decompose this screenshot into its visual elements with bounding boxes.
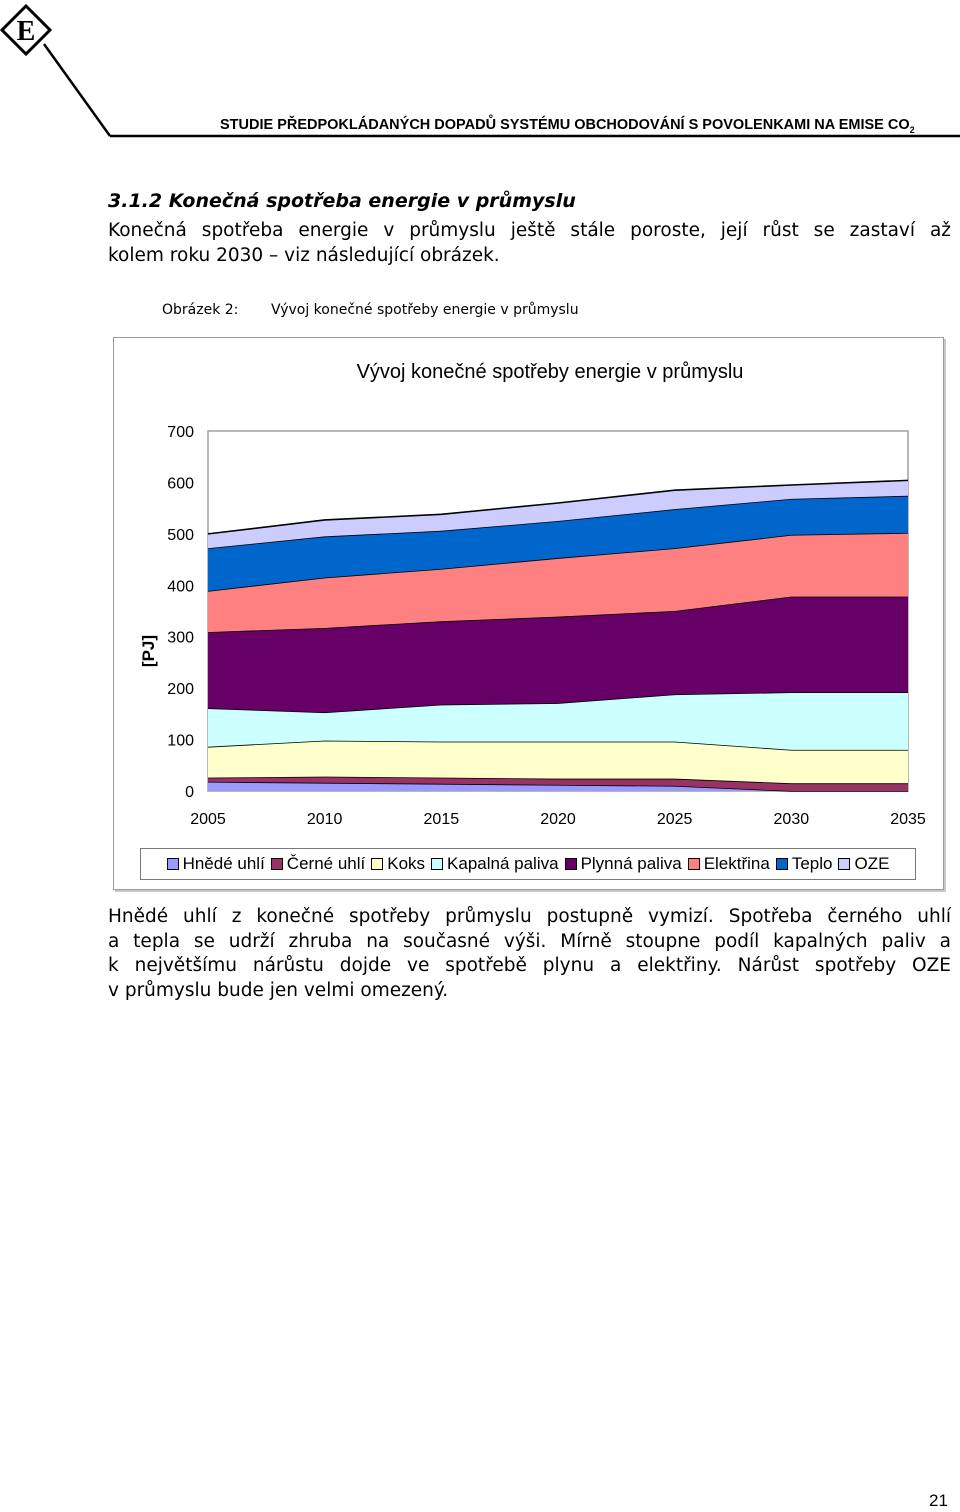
legend-item: [371, 854, 425, 874]
running-title: STUDIE PŘEDPOKLÁDANÝCH DOPADŮ SYSTÉMU OBCHODOVÁNÍ S POVOLENKAMI NA EMISE CO: [220, 117, 910, 133]
y-tick-label: 600: [167, 475, 194, 493]
y-tick-label: 300: [167, 629, 194, 647]
x-tick-label: 2020: [540, 811, 576, 828]
outro-line: v průmyslu bude jen velmi omezený.: [108, 979, 449, 1001]
intro-line: Konečná spotřeba energie v průmyslu ještě stále poroste, její růst se zastaví až: [108, 220, 951, 241]
chart-legend: [140, 848, 916, 880]
y-tick-label: 400: [167, 578, 194, 596]
y-tick-label: 700: [167, 424, 194, 441]
legend-label: Plynná paliva: [580, 854, 682, 873]
legend-item: [167, 854, 265, 874]
legend-swatch: [371, 858, 383, 870]
legend-item: [776, 854, 833, 874]
running-title-subscript: 2: [909, 124, 915, 135]
legend-swatch: [565, 858, 577, 870]
y-tick-label: 100: [167, 732, 194, 750]
outro-line: Hnědé uhlí z konečné spotřeby průmyslu postupně vymizí. Spotřeba černého uhlí: [108, 906, 951, 927]
x-tick-label: 2025: [656, 811, 693, 828]
chart-frame: [113, 337, 944, 890]
y-tick-label: 200: [167, 681, 194, 699]
legend-label: Hnědé uhlí: [182, 854, 265, 873]
legend-label: Černé uhlí: [286, 854, 366, 873]
legend-label: Elektřina: [703, 854, 770, 873]
outro-paragraph: [108, 905, 951, 1003]
figure-caption: Vývoj konečné spotřeby energie v průmyslu: [271, 302, 579, 318]
chart-title: Vývoj konečné spotřeby energie v průmyslu: [356, 361, 744, 383]
running-header: [220, 117, 960, 135]
legend-swatch: [838, 858, 850, 870]
x-tick-label: 2010: [306, 811, 343, 828]
y-tick-label: 500: [167, 526, 194, 544]
legend-item: [271, 854, 365, 874]
page-number: 21: [929, 1491, 948, 1510]
x-tick-label: 2005: [190, 811, 226, 828]
intro-paragraph: [108, 219, 951, 268]
legend-item: [838, 854, 889, 874]
legend-swatch: [271, 858, 283, 870]
intro-line: kolem roku 2030 – viz následující obrázek.: [108, 244, 500, 266]
legend-label: Koks: [387, 854, 426, 873]
legend-swatch: [776, 858, 788, 870]
outro-line: a tepla se udrží zhruba na současné výši. Mírně stoupne podíl kapalných paliv a: [108, 930, 951, 952]
legend-item: [431, 854, 559, 874]
legend-item: [565, 854, 682, 874]
y-tick-label: 0: [185, 784, 194, 801]
legend-label: OZE: [854, 854, 890, 873]
legend-swatch: [167, 858, 179, 870]
legend-swatch: [431, 858, 443, 870]
outro-line: k největšímu nárůstu dojde ve spotřebě plynu a elektřiny. Nárůst spotřeby OZE: [108, 955, 951, 976]
x-tick-label: 2035: [890, 811, 926, 828]
legend-label: Kapalná paliva: [447, 854, 559, 873]
logo-letter: E: [16, 16, 36, 47]
legend-item: [688, 854, 770, 874]
figure-label: Obrázek 2:: [162, 302, 239, 318]
section-title: 3.1.2 Konečná spotřeba energie v průmyslu: [108, 190, 576, 212]
stacked-area-chart: [114, 338, 943, 889]
legend-swatch: [688, 858, 700, 870]
y-axis-title: [PJ]: [139, 634, 158, 668]
legend-label: Teplo: [791, 854, 833, 873]
x-tick-label: 2015: [423, 811, 460, 828]
x-tick-label: 2030: [773, 811, 810, 828]
